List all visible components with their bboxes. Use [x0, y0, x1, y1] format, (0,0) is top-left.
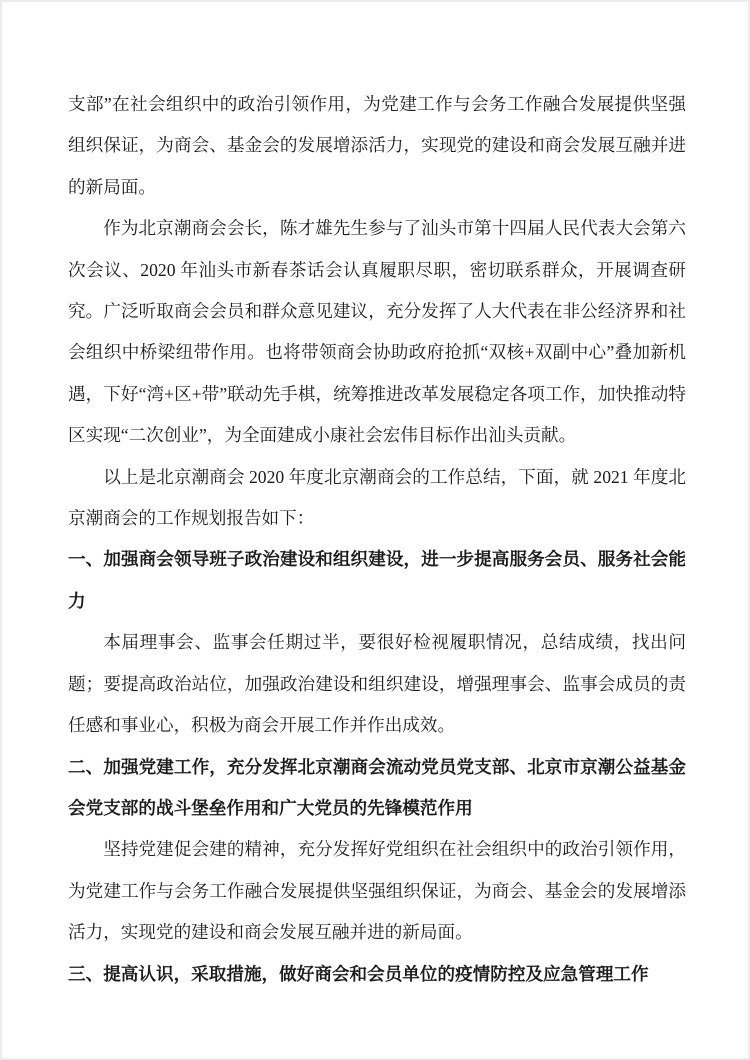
- section-heading-2: 二、加强党建工作，充分发挥北京潮商会流动党员党支部、北京市京潮公益基金会党支部的战斗堡垒作用和广大党员的先锋模范作用: [68, 756, 686, 818]
- paragraph-continuation: 支部”在社会组织中的政治引领作用，为党建工作与会务工作融合发展提供坚强组织保证，为商会、基金会的发展增添活力，实现党的建设和商会发展互融并进的新局面。: [68, 94, 686, 197]
- document-text-area: [2, 2, 748, 1058]
- paragraph-chairman-duties: 作为北京潮商会会长，陈才雄先生参与了汕头市第十四届人民代表大会第六次会议、2020 年汕头市新春茶话会认真履职尽职，密切联系群众，开展调查研究。广泛听取商会会员和群众意见建议，充分发挥了人大代表在非公经济界和社会组织中桥梁纽带作用。也将带领商会协助政府抢抓“双核+双副中心”叠加新机遇，下好“湾+区+带”联动先手棋，统筹推进改革发展稳定各项工作，加快推动特区实现“二次创业”，为全面建成小康社会宏伟目标作出汕头贡献。: [68, 218, 686, 446]
- paragraph-section-2-body: 坚持党建促会建的精神，充分发挥好党组织在社会组织中的政治引领作用，为党建工作与会务工作融合发展提供坚强组织保证，为商会、基金会的发展增添活力，实现党的建设和商会发展互融并进的新局面。: [68, 839, 686, 943]
- paragraph-plan-intro: 以上是北京潮商会 2020 年度北京潮商会的工作总结，下面，就 2021 年度北京潮商会的工作规划报告如下：: [68, 466, 686, 529]
- section-heading-3: 三、提高认识，采取措施，做好商会和会员单位的疫情防控及应急管理工作: [68, 963, 649, 984]
- section-heading-1: 一、加强商会领导班子政治建设和组织建设，进一步提高服务会员、服务社会能力: [68, 549, 686, 611]
- paragraph-section-1-body: 本届理事会、监事会任期过半，要很好检视履职情况，总结成绩，找出问题；要提高政治站位，加强政治建设和组织建设，增强理事会、监事会成员的责任感和事业心，积极为商会开展工作并作出成效。: [68, 632, 686, 736]
